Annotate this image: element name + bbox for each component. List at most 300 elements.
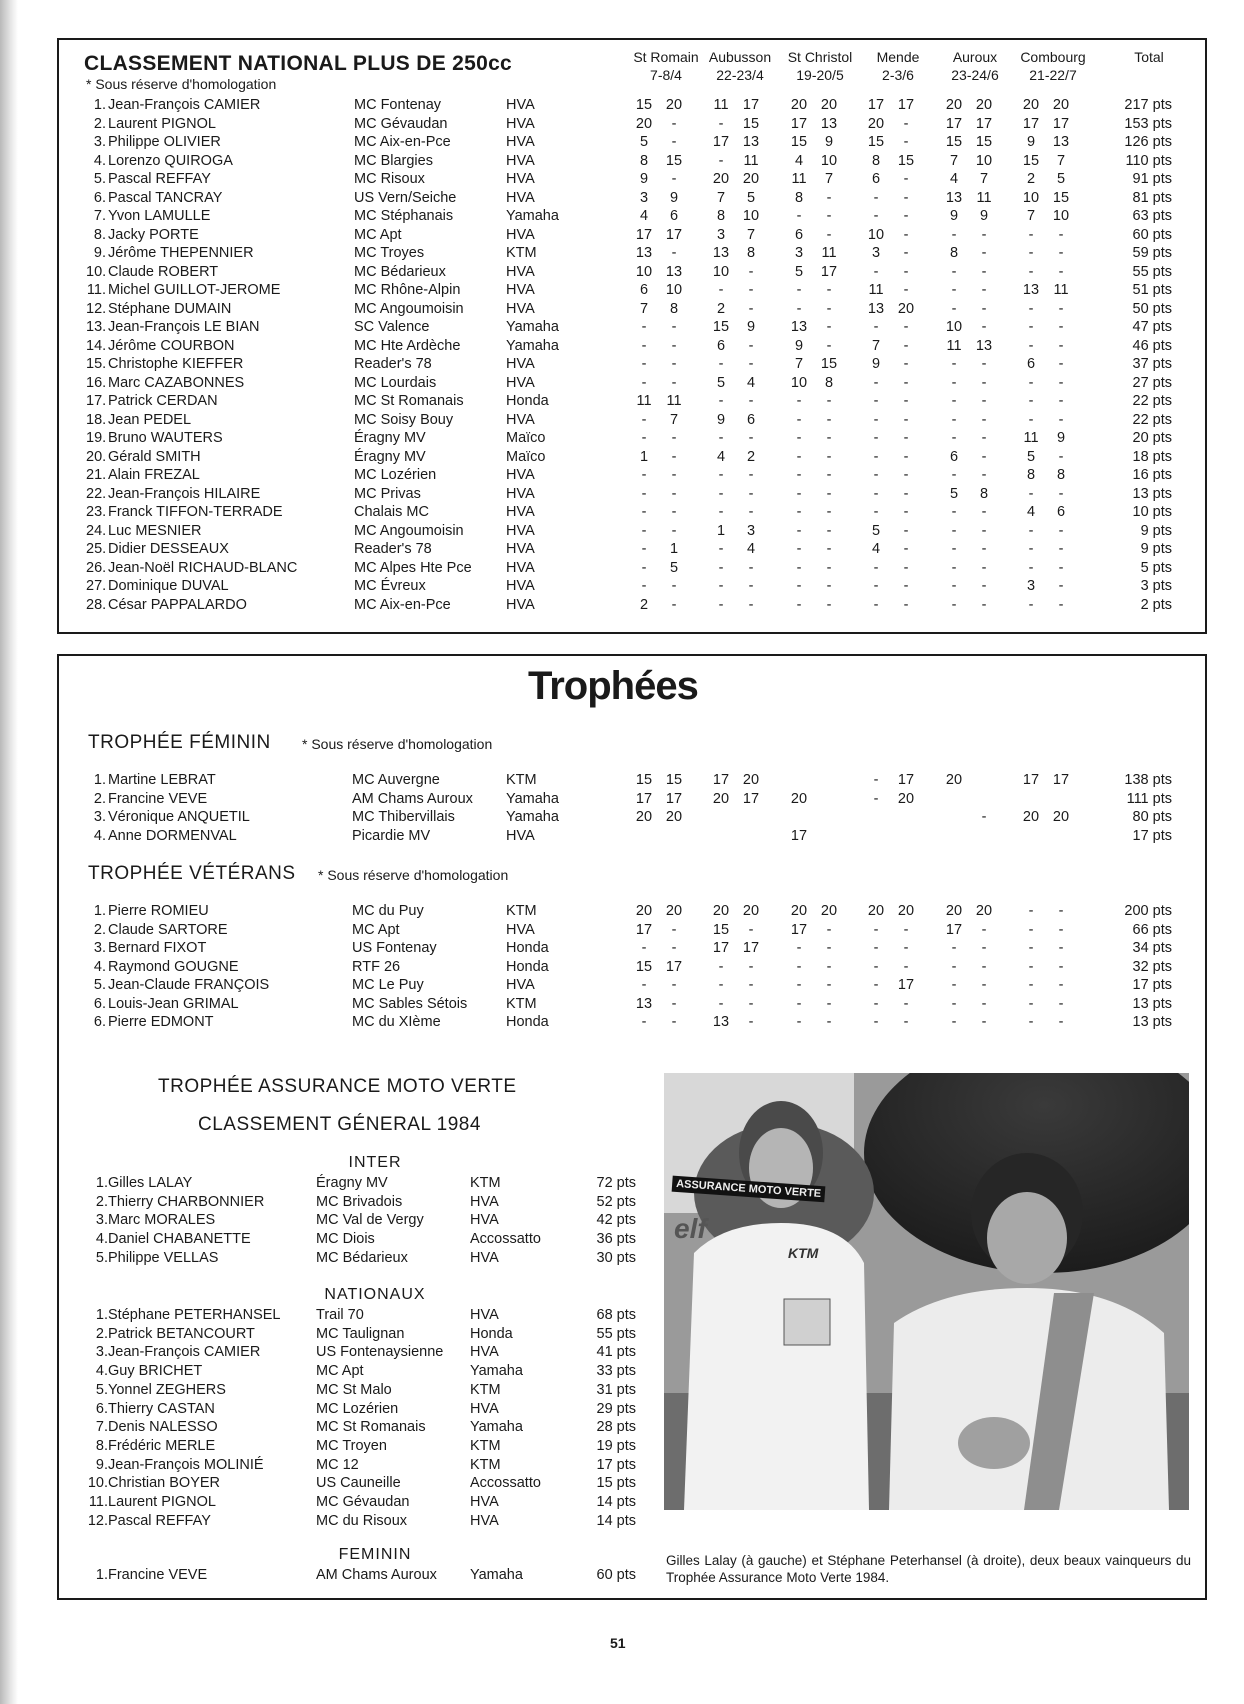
score-cell: 20 xyxy=(867,115,885,132)
table-row xyxy=(0,790,1244,808)
score-cell: - xyxy=(826,921,832,938)
rider-total: 16 pts xyxy=(1132,467,1172,483)
photo-caption: Gilles Lalay (à gauche) et Stéphane Peterhansel (à droite), deux beaux vainqueurs du Trophée Assurance Moto Verte 1984. xyxy=(666,1553,1191,1585)
score-cell: - xyxy=(671,596,677,613)
score-cell: - xyxy=(748,393,754,409)
score-cell: - xyxy=(1058,319,1064,335)
table-row xyxy=(0,503,1244,521)
assurance-row xyxy=(0,1418,700,1436)
rider-rank: 23. xyxy=(86,504,107,520)
score-cell: - xyxy=(671,578,677,594)
score-cell: - xyxy=(951,596,957,613)
score-cell: 11 xyxy=(868,282,884,298)
assurance-row xyxy=(0,1174,700,1192)
score-cell: 4 xyxy=(639,208,649,224)
shirt-logo-assurance: ASSURANCE MOTO VERTE xyxy=(672,1176,826,1203)
score-cell: - xyxy=(903,596,909,613)
rider-total: 27 pts xyxy=(1132,374,1172,391)
rider-rank: 20. xyxy=(86,448,107,465)
table-row xyxy=(0,596,1244,614)
rider-rank: 1. xyxy=(93,97,106,113)
score-cell: - xyxy=(641,319,647,335)
rider-name: Laurent PIGNOL xyxy=(108,1494,216,1510)
rider-total: 31 pts xyxy=(596,1381,636,1398)
score-cell: - xyxy=(981,559,987,576)
table-row xyxy=(0,448,1244,466)
score-cell: - xyxy=(826,578,832,594)
score-cell: - xyxy=(641,940,647,956)
rider-bike: Yamaha xyxy=(506,790,559,807)
score-cell: - xyxy=(1058,921,1064,938)
rider-rank: 1. xyxy=(93,903,106,919)
score-cell: 20 xyxy=(820,903,838,919)
table-row xyxy=(0,485,1244,503)
rider-club: Chalais MC xyxy=(354,504,429,520)
score-cell: - xyxy=(1058,940,1064,956)
event-date: 22-23/4 xyxy=(716,67,764,83)
rider-rank: 4. xyxy=(95,1363,108,1380)
score-cell: 13 xyxy=(712,245,730,261)
score-cell: 9 xyxy=(794,337,804,354)
rider-rank: 13. xyxy=(86,319,107,335)
score-cell: - xyxy=(796,995,802,1012)
event-date: 7-8/4 xyxy=(650,67,682,83)
score-cell: - xyxy=(873,958,879,975)
score-cell: - xyxy=(981,319,987,335)
rider-name: Stéphane PETERHANSEL xyxy=(108,1307,281,1323)
rider-name: Francine VEVE xyxy=(108,1567,208,1583)
rider-club: US Fontenaysienne xyxy=(316,1344,444,1361)
score-cell: - xyxy=(1028,977,1034,993)
score-cell: - xyxy=(873,995,879,1012)
score-cell: 13 xyxy=(1022,282,1040,298)
score-cell: 17 xyxy=(1052,772,1070,788)
rider-rank: 12. xyxy=(87,1512,108,1529)
rider-name: Patrick CERDAN xyxy=(108,393,218,409)
score-cell: - xyxy=(748,578,754,594)
table-row xyxy=(0,244,1244,262)
rider-club: Éragny MV xyxy=(354,430,426,446)
rider-club: US Cauneille xyxy=(316,1475,401,1492)
score-cell: - xyxy=(903,559,909,576)
score-cell: 7 xyxy=(949,152,959,169)
score-cell: - xyxy=(951,559,957,576)
score-cell: - xyxy=(903,393,909,409)
rider-rank: 10. xyxy=(87,1475,108,1492)
score-cell: - xyxy=(951,263,957,280)
rider-rank: 3. xyxy=(93,940,106,956)
assurance-row xyxy=(0,1230,700,1248)
score-cell: - xyxy=(981,356,987,372)
table-row xyxy=(0,318,1244,336)
rider-rank: 5. xyxy=(93,171,106,187)
score-cell: 17 xyxy=(790,827,808,844)
score-cell: - xyxy=(1028,958,1034,975)
score-cell: 6 xyxy=(746,411,756,428)
score-cell: 17 xyxy=(665,790,683,807)
rider-bike: HVA xyxy=(506,263,535,280)
rider-club: MC Gévaudan xyxy=(316,1494,410,1510)
rider-club: MC Privas xyxy=(354,485,421,502)
score-cell: 20 xyxy=(975,97,993,113)
table-row xyxy=(0,152,1244,170)
score-cell: - xyxy=(671,467,677,483)
score-cell: 20 xyxy=(945,772,963,788)
event-name: Combourg xyxy=(1020,49,1086,65)
rider-total: 217 pts xyxy=(1124,97,1172,113)
score-cell: - xyxy=(951,578,957,594)
rider-total: 60 pts xyxy=(1132,226,1172,243)
rider-name: Pascal TANCRAY xyxy=(108,189,223,206)
rider-club: MC Lozérien xyxy=(354,467,437,483)
score-cell: - xyxy=(951,430,957,446)
score-cell: 8 xyxy=(979,485,989,502)
score-cell: - xyxy=(1058,337,1064,354)
rider-rank: 16. xyxy=(86,374,107,391)
score-cell: - xyxy=(951,522,957,539)
score-cell: 10 xyxy=(1022,189,1040,206)
rider-name: Daniel CHABANETTE xyxy=(108,1231,251,1248)
score-cell: - xyxy=(1028,411,1034,428)
rider-total: 51 pts xyxy=(1132,282,1172,298)
event-date: 19-20/5 xyxy=(796,67,844,83)
rider-total: 10 pts xyxy=(1132,504,1172,520)
rider-total: 200 pts xyxy=(1124,903,1172,919)
rider-name: Thierry CASTAN xyxy=(108,1400,215,1417)
score-cell: 17 xyxy=(790,921,808,938)
score-cell: - xyxy=(873,467,879,483)
score-cell: - xyxy=(981,245,987,261)
rider-club: MC Apt xyxy=(352,921,400,938)
rider-name: Denis NALESSO xyxy=(108,1419,218,1436)
score-cell: - xyxy=(1058,1014,1064,1030)
rider-club: MC Lozérien xyxy=(316,1400,399,1417)
rider-club: MC Angoumoisin xyxy=(354,300,464,317)
rider-name: Marc MORALES xyxy=(108,1212,216,1229)
score-cell: 9 xyxy=(669,189,679,206)
page-number: 51 xyxy=(610,1635,626,1651)
event-name: St Christol xyxy=(787,49,853,65)
event-date: 2-3/6 xyxy=(882,67,914,83)
score-cell: 3 xyxy=(794,245,804,261)
score-cell: 17 xyxy=(635,921,653,938)
score-cell: - xyxy=(1058,448,1064,465)
score-cell: 20 xyxy=(712,790,730,807)
score-cell: - xyxy=(718,393,724,409)
score-cell: - xyxy=(641,485,647,502)
rider-club: MC Bédarieux xyxy=(316,1249,408,1266)
score-cell: - xyxy=(641,356,647,372)
score-cell: 17 xyxy=(1052,115,1070,132)
score-cell: - xyxy=(641,522,647,539)
rider-name: Jean-François MOLINIÉ xyxy=(108,1456,264,1473)
rider-rank: 4. xyxy=(95,1231,108,1248)
score-cell: - xyxy=(903,467,909,483)
score-cell: - xyxy=(671,940,677,956)
score-cell: 7 xyxy=(979,171,989,187)
score-cell: - xyxy=(951,995,957,1012)
rider-club: Picardie MV xyxy=(352,827,431,844)
rider-rank: 28. xyxy=(86,596,107,613)
score-cell: - xyxy=(748,263,754,280)
score-cell: 17 xyxy=(742,790,760,807)
total-header: Total xyxy=(1134,49,1164,65)
score-cell: - xyxy=(641,337,647,354)
rider-name: Lorenzo QUIROGA xyxy=(108,152,233,169)
score-cell: - xyxy=(1028,596,1034,613)
score-cell: 17 xyxy=(712,940,730,956)
rider-total: 47 pts xyxy=(1132,319,1172,335)
table-row xyxy=(0,392,1244,410)
rider-name: Laurent PIGNOL xyxy=(108,115,216,132)
score-cell: - xyxy=(826,430,832,446)
rider-name: Marc CAZABONNES xyxy=(108,374,245,391)
score-cell: 3 xyxy=(871,245,881,261)
rider-rank: 10. xyxy=(86,263,107,280)
score-cell: - xyxy=(718,356,724,372)
score-cell: 20 xyxy=(1052,809,1070,825)
rider-total: 18 pts xyxy=(1132,448,1172,465)
score-cell: - xyxy=(903,189,909,206)
score-cell: - xyxy=(718,152,724,169)
score-cell: - xyxy=(641,430,647,446)
score-cell: - xyxy=(748,430,754,446)
assurance-row xyxy=(0,1474,700,1492)
score-cell: - xyxy=(981,467,987,483)
rider-total: 9 pts xyxy=(1140,541,1172,557)
score-cell: - xyxy=(671,319,677,335)
score-cell: 6 xyxy=(716,337,726,354)
rider-name: Luc MESNIER xyxy=(108,522,202,539)
score-cell: - xyxy=(903,337,909,354)
rider-bike: HVA xyxy=(506,596,535,613)
score-cell: - xyxy=(718,485,724,502)
score-cell: 15 xyxy=(897,152,915,169)
rider-total: 3 pts xyxy=(1140,578,1172,594)
score-cell: - xyxy=(718,596,724,613)
score-cell: - xyxy=(1058,263,1064,280)
table-row xyxy=(0,133,1244,151)
score-cell: - xyxy=(903,226,909,243)
table-row xyxy=(0,226,1244,244)
rider-club: MC Val de Vergy xyxy=(316,1212,424,1229)
table-row xyxy=(0,207,1244,225)
rider-bike: HVA xyxy=(506,541,535,557)
score-cell: 9 xyxy=(1056,430,1066,446)
score-cell: 3 xyxy=(716,226,726,243)
score-cell: 20 xyxy=(897,903,915,919)
score-cell: 11 xyxy=(946,337,962,354)
assurance-row xyxy=(0,1493,700,1511)
score-cell: - xyxy=(826,411,832,428)
score-cell: 15 xyxy=(820,356,838,372)
rider-total: 13 pts xyxy=(1132,485,1172,502)
score-cell: - xyxy=(903,921,909,938)
score-cell: - xyxy=(671,134,677,150)
score-cell: 4 xyxy=(716,448,726,465)
score-cell: - xyxy=(903,374,909,391)
score-cell: - xyxy=(796,282,802,298)
score-cell: 13 xyxy=(867,300,885,317)
table-row xyxy=(0,263,1244,281)
score-cell: - xyxy=(903,522,909,539)
score-cell: 15 xyxy=(712,921,730,938)
score-cell: - xyxy=(796,596,802,613)
table-row xyxy=(0,374,1244,392)
score-cell: - xyxy=(903,115,909,132)
rider-total: 20 pts xyxy=(1132,430,1172,446)
score-cell: 20 xyxy=(742,903,760,919)
rider-club: MC Lourdais xyxy=(354,374,437,391)
score-cell: 10 xyxy=(790,374,808,391)
score-cell: - xyxy=(951,504,957,520)
score-cell: 15 xyxy=(635,97,653,113)
rider-name: Alain FREZAL xyxy=(108,467,200,483)
score-cell: - xyxy=(1028,903,1034,919)
score-cell: - xyxy=(903,448,909,465)
score-cell: 5 xyxy=(949,485,959,502)
score-cell: 17 xyxy=(712,772,730,788)
rider-name: Jean PEDEL xyxy=(108,411,192,428)
trophies-title: Trophées xyxy=(528,664,698,708)
score-cell: 1 xyxy=(716,522,726,539)
score-cell: 10 xyxy=(635,263,653,280)
rider-rank: 22. xyxy=(86,485,107,502)
rider-bike: HVA xyxy=(506,559,535,576)
score-cell: 20 xyxy=(897,790,915,807)
rider-bike: KTM xyxy=(470,1381,501,1398)
score-cell: - xyxy=(1058,995,1064,1012)
rider-bike: HVA xyxy=(506,282,535,298)
rider-rank: 2. xyxy=(95,1193,108,1210)
rider-club: MC du XIème xyxy=(352,1014,441,1030)
score-cell: - xyxy=(748,559,754,576)
score-cell: 13 xyxy=(712,1014,730,1030)
score-cell: - xyxy=(748,977,754,993)
rider-total: 36 pts xyxy=(596,1231,636,1248)
rider-bike: KTM xyxy=(470,1456,501,1473)
score-cell: 17 xyxy=(665,958,683,975)
event-name: St Romain xyxy=(633,49,699,65)
rider-name: Jean-François CAMIER xyxy=(108,1344,261,1361)
rider-name: Pierre EDMONT xyxy=(108,1014,214,1030)
score-cell: - xyxy=(671,115,677,132)
rider-rank: 12. xyxy=(86,300,107,317)
rider-rank: 3. xyxy=(95,1212,108,1229)
score-cell: - xyxy=(981,504,987,520)
score-cell: 11 xyxy=(1053,282,1069,298)
table-row xyxy=(0,96,1244,114)
rider-rank: 2. xyxy=(93,790,106,807)
score-cell: - xyxy=(951,393,957,409)
rider-rank: 8. xyxy=(95,1437,108,1454)
score-cell: 7 xyxy=(746,226,756,243)
rider-total: 42 pts xyxy=(596,1212,636,1229)
rider-club: MC Troyes xyxy=(354,245,425,261)
rider-bike: HVA xyxy=(506,522,535,539)
rider-name: Philippe VELLAS xyxy=(108,1249,219,1266)
rider-rank: 25. xyxy=(86,541,107,557)
score-cell: 10 xyxy=(975,152,993,169)
winners-photo xyxy=(664,1073,1189,1510)
score-cell: 5 xyxy=(794,263,804,280)
score-cell: 17 xyxy=(867,97,885,113)
score-cell: 6 xyxy=(794,226,804,243)
score-cell: - xyxy=(903,134,909,150)
rider-name: Patrick BETANCOURT xyxy=(108,1325,255,1342)
table-row xyxy=(0,976,1244,994)
rider-bike: HVA xyxy=(506,115,535,132)
score-cell: - xyxy=(826,559,832,576)
rider-club: MC Gévaudan xyxy=(354,115,448,132)
table-row xyxy=(0,827,1244,845)
score-cell: 7 xyxy=(1056,152,1066,169)
rider-total: 34 pts xyxy=(1132,940,1172,956)
score-cell: 17 xyxy=(897,97,915,113)
score-cell: 15 xyxy=(712,319,730,335)
rider-name: Claude SARTORE xyxy=(108,921,228,938)
score-cell: - xyxy=(826,448,832,465)
rider-club: MC Rhône-Alpin xyxy=(354,282,461,298)
assurance-row xyxy=(0,1566,700,1584)
rider-bike: Accossatto xyxy=(470,1475,541,1492)
score-cell: - xyxy=(826,467,832,483)
score-cell: - xyxy=(718,115,724,132)
rider-club: MC Soisy Bouy xyxy=(354,411,454,428)
score-cell: - xyxy=(903,263,909,280)
group-title: INTER xyxy=(348,1154,402,1171)
rider-bike: KTM xyxy=(506,995,537,1012)
assurance-row xyxy=(0,1362,700,1380)
assurance-row xyxy=(0,1306,700,1324)
rider-rank: 18. xyxy=(86,411,107,428)
score-cell: 20 xyxy=(790,97,808,113)
rider-club: MC Auvergne xyxy=(352,772,440,788)
score-cell: 5 xyxy=(1026,448,1036,465)
rider-name: Bruno WAUTERS xyxy=(108,430,223,446)
score-cell: - xyxy=(873,1014,879,1030)
rider-total: 17 pts xyxy=(1132,827,1172,844)
score-cell: 8 xyxy=(639,152,649,169)
score-cell: 7 xyxy=(871,337,881,354)
rider-name: Jean-François LE BIAN xyxy=(108,319,260,335)
rider-club: MC Brivadois xyxy=(316,1193,403,1210)
rider-rank: 4. xyxy=(93,827,106,844)
table-row xyxy=(0,466,1244,484)
score-cell: 2 xyxy=(639,596,649,613)
score-cell: 6 xyxy=(639,282,649,298)
rider-bike: Honda xyxy=(506,1014,549,1030)
score-cell: - xyxy=(748,300,754,317)
score-cell: - xyxy=(748,596,754,613)
rider-rank: 17. xyxy=(86,393,107,409)
score-cell: - xyxy=(1058,356,1064,372)
rider-name: Jacky PORTE xyxy=(108,226,199,243)
rider-rank: 21. xyxy=(86,467,107,483)
score-cell: - xyxy=(748,485,754,502)
rider-bike: KTM xyxy=(470,1437,501,1454)
score-cell: - xyxy=(641,504,647,520)
rider-club: MC Alpes Hte Pce xyxy=(354,559,472,576)
table-row xyxy=(0,189,1244,207)
score-cell: - xyxy=(796,300,802,317)
score-cell: - xyxy=(718,467,724,483)
score-cell: 17 xyxy=(820,263,838,280)
score-cell: - xyxy=(796,430,802,446)
rider-rank: 9. xyxy=(93,245,106,261)
score-cell: 4 xyxy=(871,541,881,557)
rider-bike: HVA xyxy=(470,1212,499,1229)
